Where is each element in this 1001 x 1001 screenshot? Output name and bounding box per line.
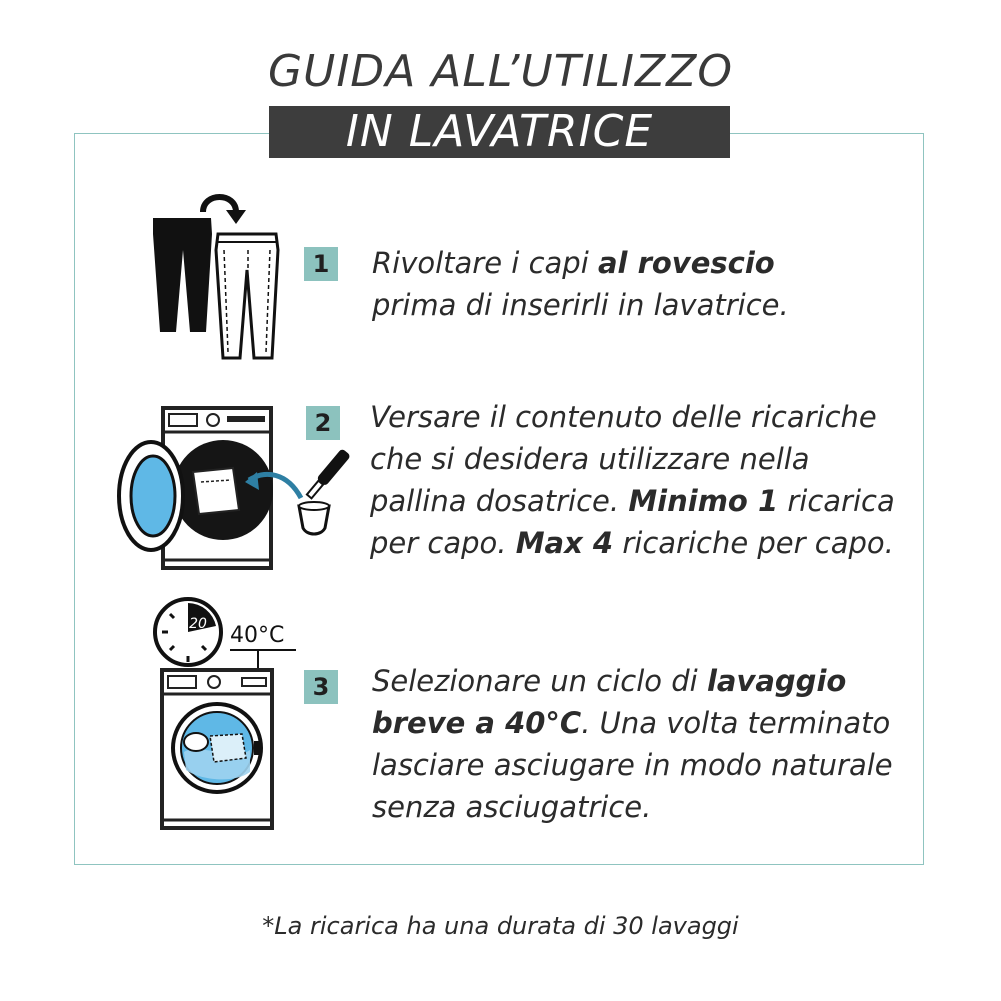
step-2-text-part: pallina dosatrice.	[370, 484, 629, 518]
step-2-text-line2: che si desidera utilizzare nella	[370, 442, 810, 476]
washing-machine-timer-icon	[150, 596, 300, 832]
step-3-text	[372, 660, 893, 828]
step-1-text	[372, 242, 789, 326]
step-2-text-part: per capo.	[370, 526, 516, 560]
temperature-label: 40°C	[230, 623, 285, 648]
step-3-text-bold: breve a 40°C	[372, 706, 582, 740]
step-2-text-bold: Minimo 1	[628, 484, 779, 518]
trousers-inside-out-icon	[148, 190, 283, 360]
step-2-text-part: ricariche per capo.	[613, 526, 894, 560]
step-3-text-part: . Una volta terminato	[581, 706, 891, 740]
step-1-text-bold: al rovescio	[597, 246, 775, 280]
page-title-line1: GUIDA ALL’UTILIZZO	[268, 46, 733, 97]
step-1-text-part: Rivoltare i capi	[372, 246, 598, 280]
step-2-text	[370, 396, 895, 564]
timer-label: 20	[189, 616, 207, 632]
step-3-text-line3: lasciare asciugare in modo naturale	[372, 748, 893, 782]
step-3-text-line4: senza asciugatrice.	[372, 790, 652, 824]
footnote: *La ricarica ha una durata di 30 lavaggi	[262, 912, 739, 940]
step-3-text-part: Selezionare un ciclo di	[372, 664, 707, 698]
step-3-badge: 3	[304, 670, 338, 704]
step-1-text-line2: prima di inserirli in lavatrice.	[372, 288, 789, 322]
step-2-badge: 2	[306, 406, 340, 440]
step-2-text-line1: Versare il contenuto delle ricariche	[370, 400, 877, 434]
title-banner	[269, 106, 730, 158]
page-title-line2: IN LAVATRICE	[345, 106, 654, 157]
step-2-text-part: ricarica	[778, 484, 895, 518]
step-2-text-bold: Max 4	[515, 526, 614, 560]
step-3-text-bold: lavaggio	[706, 664, 847, 698]
step-1-badge: 1	[304, 247, 338, 281]
